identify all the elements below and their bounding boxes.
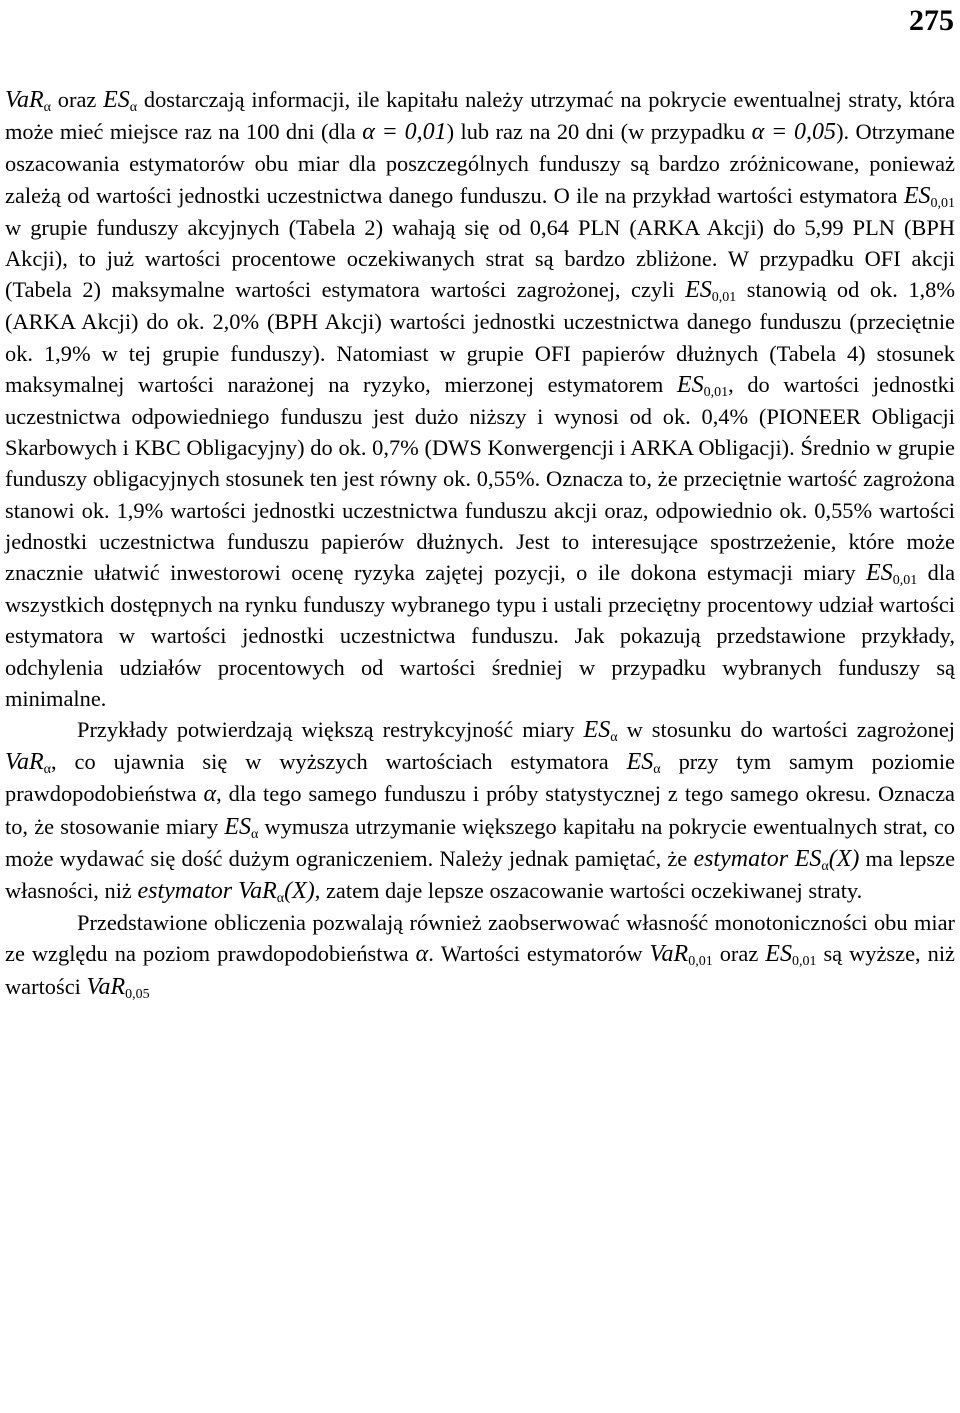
es-alpha-symbol: $ES_\alpha$	[626, 749, 661, 778]
es-001-symbol: $ES_{0,01}$	[903, 182, 955, 211]
estimator-es-alpha-x: estymator $ES_\alpha(X)$	[693, 845, 860, 874]
es-alpha-symbol: $ES_\alpha$	[583, 717, 618, 746]
body-text	[5, 84, 955, 1003]
var-005-symbol: VaR$_{0,05}$	[86, 973, 150, 1002]
var-001-symbol: VaR$_{0,01}$	[649, 941, 713, 970]
es-001-symbol: $ES_{0,01}$	[676, 371, 729, 400]
estimator-var-alpha-x: estymator VaR$_\alpha$(X)	[137, 878, 315, 907]
paragraph-2: Przykłady potwierdzają większą restrykcyjność miary $ES_\alpha$ w stosunku do wartości zagrożonej VaR$_\alpha$, co ujawnia się w wyższych wartościach estymatora $ES_\alpha$ przy tym samym poziomie prawdopodobieństwa α, dla tego samego funduszu i próby statystycznej z tego samego okresu. Oznacza to, że stosowanie miary $ES_\alpha$ wymusza utrzymanie większego kapitału na pokrycie ewentualnych strat, co może wydawać się dość dużym ograniczeniem. Należy jednak pamiętać, że estymator $ES_\alpha(X)$ ma lepsze własności, niż estymator VaR$_\alpha$(X), zatem daje lepsze oszacowanie wartości oczekiwanej straty.	[5, 717, 956, 907]
alpha-symbol: α	[203, 781, 217, 808]
es-001-symbol: $ES_{0,01}$	[866, 560, 918, 589]
es-001-symbol: $ES_{0,01}$	[685, 277, 737, 306]
var-alpha-symbol: VaR$_\alpha$	[5, 749, 52, 778]
es-001-symbol: $ES_{0,01}$	[765, 941, 817, 970]
paragraph-1: VaR$_\alpha$ oraz $ES_\alpha$ dostarczają informacji, ile kapitału należy utrzymać na pokrycie ewentualnej straty, która może mieć miejsce raz na 100 dni (dla α = 0,01) lub raz na 20 dni (w przypadku α = 0,05). Otrzymane oszacowania estymatorów obu miar dla poszczególnych funduszy są bardzo zróżnicowane, ponieważ zależą od wartości jednostki uczestnictwa danego funduszu. O ile na przykład wartości estymatora $ES_{0,01}$ w grupie funduszy akcyjnych (Tabela 2) wahają się od 0,64 PLN (ARKA Akcji) do 5,99 PLN (BPH Akcji), to już wartości procentowe oczekiwanych strat są bardzo zbliżone. W przypadku OFI akcji (Tabela 2) maksymalne wartości estymatora wartości zagrożonej, czyli $ES_{0,01}$ stanowią od ok. 1,8% (ARKA Akcji) do ok. 2,0% (BPH Akcji) wartości jednostki uczestnictwa danego funduszu (przeciętnie ok. 1,9% w tej grupie funduszy). Natomiast w grupie OFI papierów dłużnych (Tabela 4) stosunek maksymalnej wartości narażonej na ryzyko, mierzonej estymatorem $ES_{0,01}$, do wartości jednostki uczestnictwa odpowiedniego funduszu jest dużo niższy i wynosi od ok. 0,4% (PIONEER Obligacji Skarbowych i KBC Obligacyjny) do ok. 0,7% (DWS Konwergencji i ARKA Obligacji). Średnio w grupie funduszy obligacyjnych stosunek ten jest równy ok. 0,55%. Oznacza to, że przeciętnie wartość zagrożona stanowi ok. 1,9% wartości jednostki uczestnictwa funduszu akcji oraz, odpowiednio ok. 0,55% wartości jednostki uczestnictwa funduszu papierów dłużnych. Jest to interesujące spostrzeżenie, które może znacznie ułatwić inwestorowi ocenę ryzyka zajętej pozycji, o ile dokona estymacji miary $ES_{0,01}$ dla wszystkich dostępnych na rynku funduszy wybranego typu i ustali przeciętny procentowy udział wartości estymatora w wartości jednostki uczestnictwa funduszu. Jak pokazują przedstawione przykłady, odchylenia udziałów procentowych od wartości średniej w przypadku wybranych funduszy są minimalne.	[5, 87, 956, 711]
es-alpha-symbol: $ES_\alpha$	[103, 87, 138, 115]
es-alpha-symbol: $ES_\alpha$	[224, 813, 259, 842]
paragraph-3: Przedstawione obliczenia pozwalają również zaobserwować własność monotoniczności obu miar ze względu na poziom prawdopodobieństwa α. Wartości estymatorów VaR$_{0,01}$ oraz $ES_{0,01}$ są wyższe, niż wartości VaR$_{0,05}$	[5, 910, 955, 1002]
var-alpha-symbol: VaR$_\alpha$	[5, 87, 52, 115]
alpha-symbol: α	[415, 941, 429, 968]
alpha-equation: α = 0,01	[362, 119, 447, 146]
alpha-equation: α = 0,05	[751, 119, 837, 146]
page-number: 275	[909, 4, 954, 37]
